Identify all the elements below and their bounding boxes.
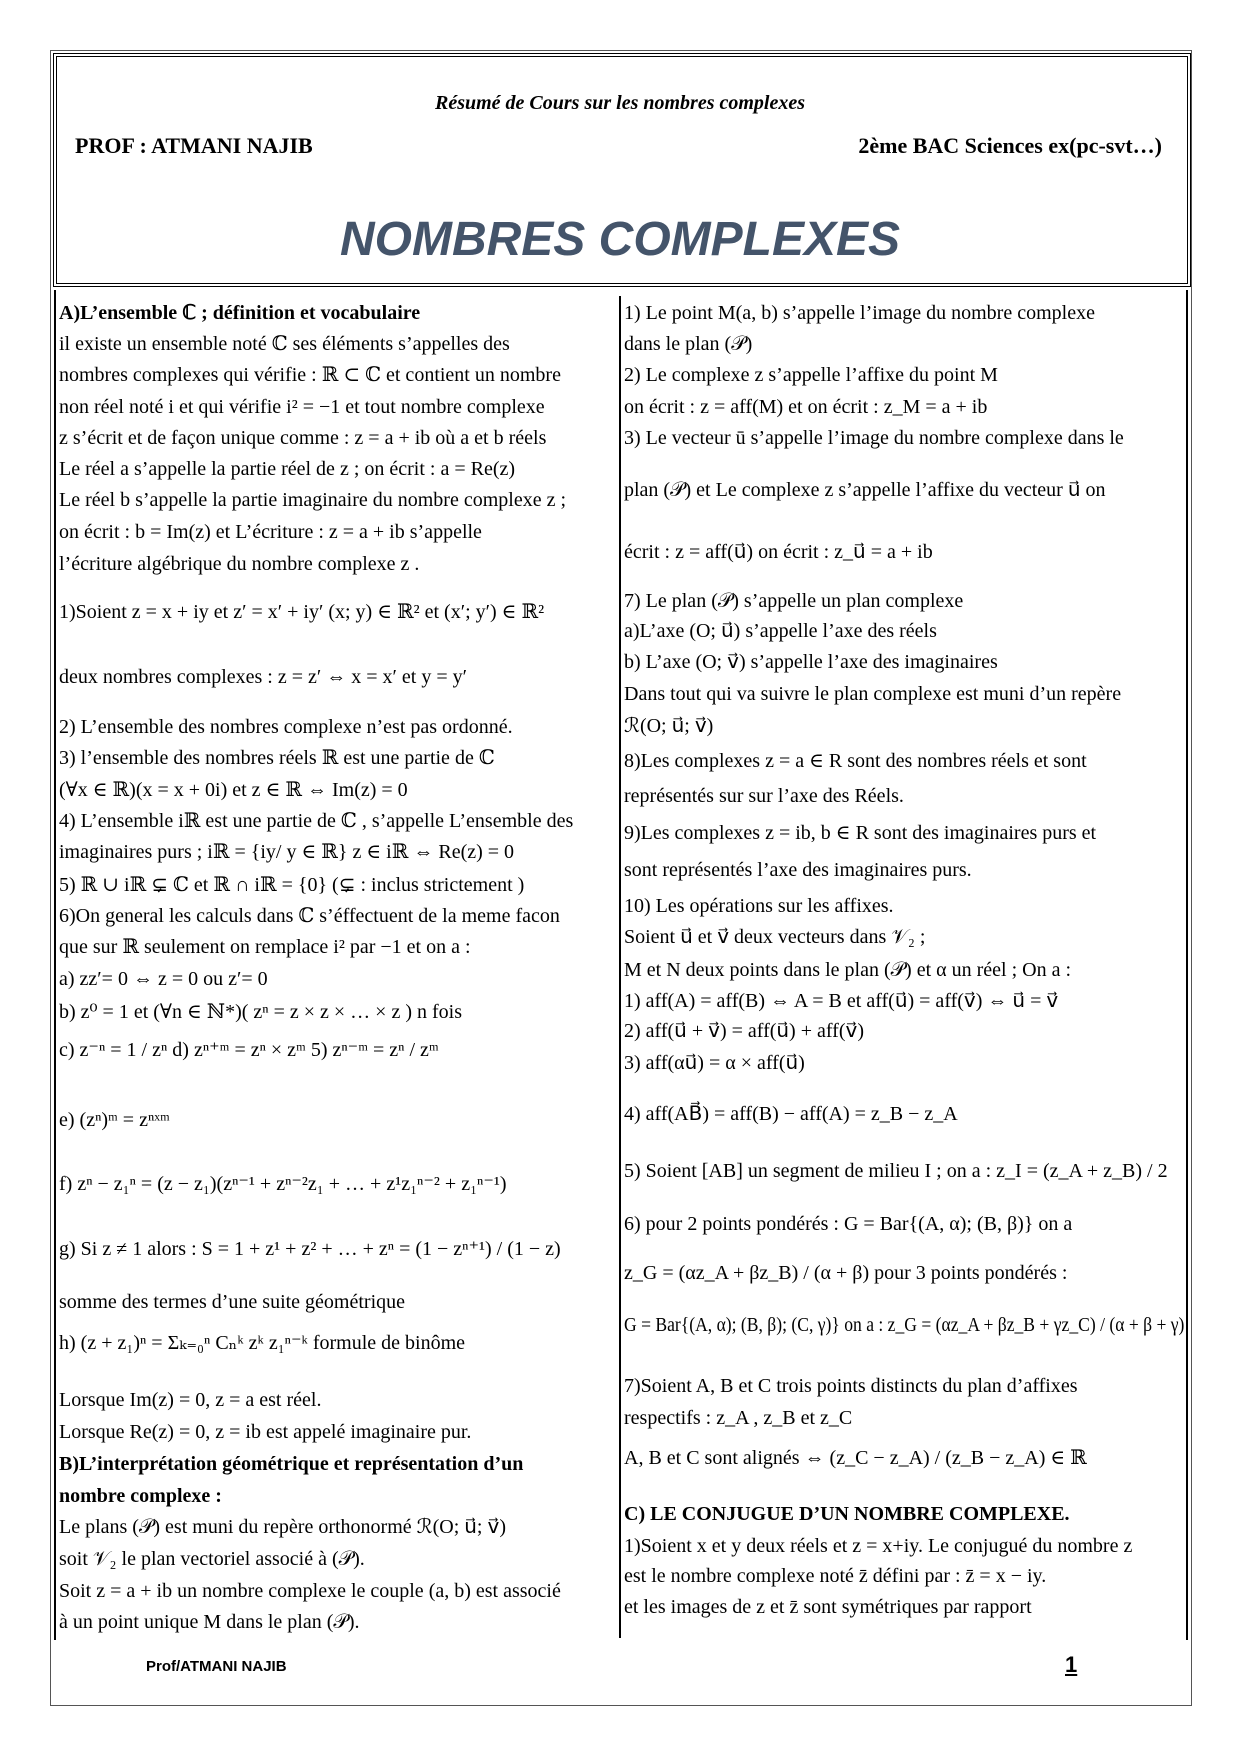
- left-text-line: on écrit : b = Im(z) et L’écriture : z = a + ib s’appelle: [59, 521, 482, 543]
- subtitle: Résumé de Cours sur les nombres complexes: [434, 92, 806, 114]
- right-text-line: 2) aff(u⃗ + v⃗) = aff(u⃗) + aff(v⃗): [624, 1020, 864, 1042]
- right-text-line: on écrit : z = aff(M) et on écrit : z_M = a + ib: [624, 396, 988, 418]
- left-text-line: nombre complexe :: [59, 1485, 222, 1507]
- right-text-line: C) LE CONJUGUE D’UN NOMBRE COMPLEXE.: [624, 1503, 1070, 1525]
- right-text-line: respectifs : z_A , z_B et z_C: [624, 1407, 853, 1429]
- left-text-line: z s’écrit et de façon unique comme : z = a + ib où a et b réels: [59, 427, 547, 449]
- right-text-line: A, B et C sont alignés ⇔ (z_C − z_A) / (z_B − z_A) ∈ ℝ: [624, 1447, 1087, 1469]
- left-text-line: Lorsque Re(z) = 0, z = ib est appelé imaginaire pur.: [59, 1421, 472, 1443]
- left-text-line: 5) ℝ ∪ iℝ ⊊ ℂ et ℝ ∩ iℝ = {0} (⊊ : inclus strictement ): [59, 874, 525, 896]
- right-text-line: G = Bar{(A, α); (B, β); (C, γ)} on a : z_G = (αz_A + βz_B + γz_C) / (α + β + γ): [624, 1314, 1185, 1336]
- right-text-line: z_G = (αz_A + βz_B) / (α + β) pour 3 points pondérés :: [624, 1262, 1068, 1284]
- left-text-line: à un point unique M dans le plan (𝒫).: [59, 1611, 360, 1633]
- level-label: 2ème BAC Sciences ex(pc-svt…): [858, 133, 1162, 158]
- right-text-line: 7) Le plan (𝒫) s’appelle un plan complexe: [624, 590, 964, 612]
- left-text-line: imaginaires purs ; iℝ = {iy/ y ∈ ℝ} z ∈ iℝ ⇔ Re(z) = 0: [59, 841, 515, 863]
- right-text-line: écrit : z = aff(u⃗) on écrit : z_u⃗ = a + ib: [624, 541, 933, 563]
- right-text-line: 5) Soient [AB] un segment de milieu I ; on a : z_I = (z_A + z_B) / 2: [624, 1160, 1168, 1182]
- right-text-line: 3) aff(αu⃗) = α × aff(u⃗): [624, 1052, 805, 1074]
- left-text-line: Soit z = a + ib un nombre complexe le couple (a, b) est associé: [59, 1580, 561, 1602]
- left-text-line: f) zⁿ − z₁ⁿ = (z − z₁)(zⁿ⁻¹ + zⁿ⁻²z₁ + … + z¹z₁ⁿ⁻² + z₁ⁿ⁻¹): [59, 1173, 507, 1195]
- right-text-line: a)L’axe (O; u⃗) s’appelle l’axe des réels: [624, 620, 937, 642]
- right-text-line: 2) Le complexe z s’appelle l’affixe du point M: [624, 364, 998, 386]
- left-text-line: e) (zⁿ)ᵐ = zⁿˣᵐ: [59, 1109, 170, 1131]
- left-text-line: non réel noté i et qui vérifie i² = −1 et tout nombre complexe: [59, 396, 545, 418]
- right-text-line: 3) Le vecteur ū s’appelle l’image du nombre complexe dans le: [624, 427, 1124, 449]
- right-text-line: dans le plan (𝒫): [624, 333, 753, 355]
- left-text-line: Lorsque Im(z) = 0, z = a est réel.: [59, 1389, 322, 1411]
- left-text-line: 1)Soient z = x + iy et z′ = x′ + iy′ (x; y) ∈ ℝ² et (x′; y′) ∈ ℝ²: [59, 601, 545, 623]
- right-text-line: 10) Les opérations sur les affixes.: [624, 895, 894, 917]
- right-text-line: 7)Soient A, B et C trois points distincts du plan d’affixes: [624, 1375, 1078, 1397]
- left-text-line: deux nombres complexes : z = z′ ⇔ x = x′ et y = y′: [59, 666, 467, 688]
- right-text-line: plan (𝒫) et Le complexe z s’appelle l’affixe du vecteur u⃗ on: [624, 479, 1106, 501]
- right-text-line: 9)Les complexes z = ib, b ∈ R sont des imaginaires purs et: [624, 822, 1097, 844]
- left-text-line: a) zz′= 0 ⇔ z = 0 ou z′= 0: [59, 968, 268, 990]
- left-text-line: B)L’interprétation géométrique et représentation d’un: [59, 1453, 524, 1475]
- right-text-line: 8)Les complexes z = a ∈ R sont des nombres réels et sont: [624, 750, 1087, 772]
- right-text-line: et les images de z et z̄ sont symétriques par rapport: [624, 1596, 1032, 1618]
- right-text-line: est le nombre complexe noté z̄ défini par : z̄ = x − iy.: [624, 1565, 1047, 1587]
- left-text-line: somme des termes d’une suite géométrique: [59, 1291, 406, 1313]
- left-text-line: il existe un ensemble noté ℂ ses éléments s’appelles des: [59, 333, 510, 355]
- left-text-line: Le réel a s’appelle la partie réel de z ; on écrit : a = Re(z): [59, 458, 516, 480]
- left-text-line: Le plans (𝒫) est muni du repère orthonormé ℛ(O; u⃗; v⃗): [59, 1516, 506, 1538]
- page-title: NOMBRES COMPLEXES: [339, 213, 901, 266]
- left-text-line: h) (z + z₁)ⁿ = Σₖ₌₀ⁿ Cₙᵏ zᵏ z₁ⁿ⁻ᵏ formule de binôme: [59, 1332, 466, 1354]
- right-text-line: b) L’axe (O; v⃗) s’appelle l’axe des imaginaires: [624, 651, 998, 673]
- left-text-line: A)L’ensemble ℂ ; définition et vocabulaire: [59, 302, 421, 324]
- right-text-line: 1) Le point M(a, b) s’appelle l’image du nombre complexe: [624, 302, 1095, 324]
- right-text-line: Soient u⃗ et v⃗ deux vecteurs dans 𝒱₂ ;: [624, 926, 926, 948]
- left-text-line: 4) L’ensemble iℝ est une partie de ℂ , s’appelle L’ensemble des: [59, 810, 574, 832]
- left-text-line: 6)On general les calculs dans ℂ s’éffectuent de la meme facon: [59, 905, 560, 927]
- left-text-line: b) z⁰ = 1 et (∀n ∈ ℕ*)( zⁿ = z × z × … × z ) n fois: [59, 1001, 462, 1023]
- right-text-line: représentés sur sur l’axe des Réels.: [624, 785, 904, 807]
- right-text-line: 6) pour 2 points pondérés : G = Bar{(A, α); (B, β)} on a: [624, 1213, 1073, 1235]
- right-text-line: 4) aff(AB⃗) = aff(B) − aff(A) = z_B − z_A: [624, 1103, 958, 1125]
- left-text-line: 2) L’ensemble des nombres complexe n’est pas ordonné.: [59, 716, 513, 738]
- left-text-line: (∀x ∈ ℝ)(x = x + 0i) et z ∈ ℝ ⇔ Im(z) = 0: [59, 779, 408, 801]
- left-text-line: 3) l’ensemble des nombres réels ℝ est une partie de ℂ: [59, 747, 495, 769]
- right-text-line: M et N deux points dans le plan (𝒫) et α un réel ; On a :: [624, 959, 1072, 981]
- left-text-line: Le réel b s’appelle la partie imaginaire du nombre complexe z ;: [59, 489, 567, 511]
- left-text-line: l’écriture algébrique du nombre complexe z .: [59, 553, 420, 575]
- author-label: PROF : ATMANI NAJIB: [75, 133, 313, 158]
- page-number: 1: [1065, 1652, 1078, 1677]
- left-text-line: c) z⁻ⁿ = 1 / zⁿ d) zⁿ⁺ᵐ = zⁿ × zᵐ 5) zⁿ⁻ᵐ = zⁿ / zᵐ: [59, 1039, 439, 1061]
- right-text-line: Dans tout qui va suivre le plan complexe est muni d’un repère: [624, 683, 1122, 705]
- footer-author: Prof/ATMANI NAJIB: [146, 1658, 287, 1675]
- left-text-line: g) Si z ≠ 1 alors : S = 1 + z¹ + z² + … + zⁿ = (1 − zⁿ⁺¹) / (1 − z): [59, 1238, 561, 1260]
- right-text-line: ℛ(O; u⃗; v⃗): [624, 715, 714, 737]
- left-text-line: que sur ℝ seulement on remplace i² par −1 et on a :: [59, 936, 471, 958]
- left-text-line: nombres complexes qui vérifie : ℝ ⊂ ℂ et contient un nombre: [59, 364, 561, 386]
- left-text-line: soit 𝒱₂ le plan vectoriel associé à (𝒫).: [59, 1548, 365, 1570]
- right-text-line: 1) aff(A) = aff(B) ⇔ A = B et aff(u⃗) = aff(v⃗) ⇔ u⃗ = v⃗: [624, 990, 1059, 1012]
- right-text-line: sont représentés l’axe des imaginaires purs.: [624, 859, 972, 881]
- column-divider: [619, 296, 621, 1638]
- right-text-line: 1)Soient x et y deux réels et z = x+iy. Le conjugué du nombre z: [624, 1535, 1133, 1557]
